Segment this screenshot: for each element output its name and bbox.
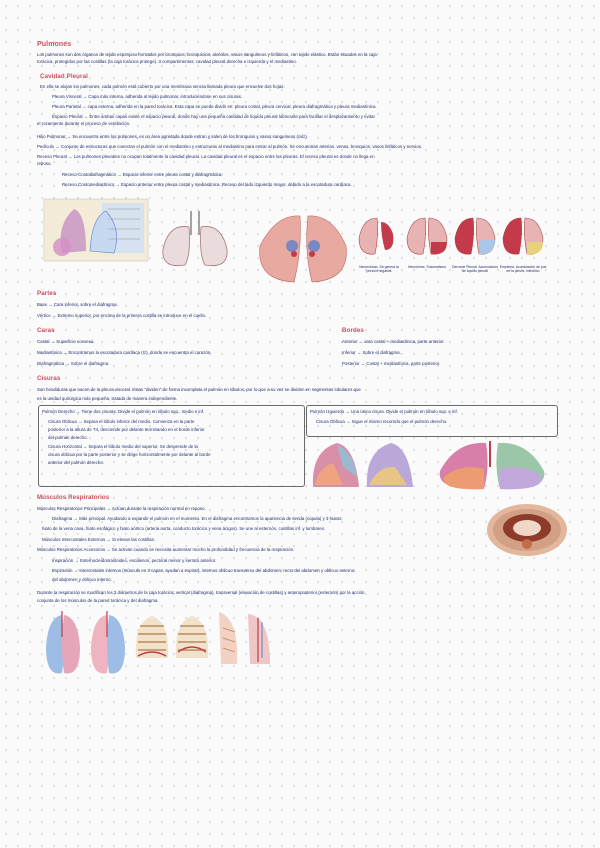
figure-caption: Hemotórax. Traumatismo (407, 265, 447, 269)
text-line: Inspiración → Esternocleidomastoideo, escalenos, pectoral menor y serrato anterior. (52, 558, 217, 563)
figure-caption: Neumotórax. Se genera la presión negativa (359, 265, 399, 273)
intro-line: torácica, protegidos por las costillas (la caja torácica protege). 3 compartimentos: cavidad pleural derecha e izquierda y el mediastino. (37, 59, 297, 64)
text-line: Espacio Pleural → Entre ambas capas existe el espacio pleural, donde hay una pequeña cantidad de líquido pleural lubricante para facilitar el desplazamiento y evitar (52, 114, 375, 119)
text-line: Cisura Horizontal → Separa el lóbulo medio del superior. Se desprende de la (48, 444, 198, 449)
section-heading-bordes: Bordes (342, 327, 364, 334)
text-line: Cisura Oblicua → Separa el lóbulo inferior del medio. Comienza en la parte (48, 419, 195, 424)
text-line: Hilio Pulmonar → Se encuentra entre los pulmones, es un área agrietada donde entran y salen de los bronquios y vasos sanguíneos (raíz). (37, 134, 308, 139)
figure-caption: Empiema. Acumulación de pus en la pleura, infección (499, 265, 547, 273)
text-line: Músculos Respiratorios Principales → Actúan durante la respiración normal en reposo. (37, 506, 206, 511)
section-heading-caras: Caras (37, 327, 55, 334)
page-title: Pulmones (37, 41, 72, 48)
text-line: del abdomen y oblicuo interno. (52, 577, 112, 582)
text-line: Base → Cara inferior, sobre el diafragma. (37, 302, 118, 307)
text-line: es la unidad quirúrgica más pequeña, tratada de manera independiente. (37, 396, 178, 401)
text-line: Diafragma → Más principal. Ayudando a expandir el pulmón en el momento. En el diafragma encontramos la apariencia de tienda (cúpula) y 3 hiatos: (52, 516, 343, 521)
text-line: Mediastínica → Encontramos la escotadura cardíaca (Iz), donde se encuentra el corazón. (37, 350, 212, 355)
intro-line: Los pulmones son dos órganos de tejido esponjoso formados por bronquios, bronquíolos, alvéolos, vasos sanguíneos y linfáticos, con tejido elástico. Están situados en la caja (37, 52, 377, 57)
text-line: Pulmón Derecho → Tiene dos cisuras. Divide el pulmón en lóbulo sup., medio e inf. (42, 409, 205, 414)
section-heading-musculos: Músculos Respiratorios (37, 494, 110, 501)
text-line: En ella se alojan los pulmones, cada pulmón está cubierto por una membrana serosa llamada pleura que envuelve dos hojas: (40, 84, 285, 89)
section-heading-cavidad: Cavidad Pleural (40, 73, 88, 80)
text-line: Pedículo → Conjunto de estructuras que conectan el pulmón con el mediastino y estructuras al mediastino para entrar al pulmón. Se encuentran arterias, venas, bronquios, vasos linfáticos y nervios. (37, 144, 423, 149)
lung-segments-front-image (430, 437, 555, 493)
hilium-lungs-image (252, 210, 354, 288)
text-line: el rozamiento durante el proceso de ventilación. (37, 121, 131, 126)
lung-lobes-lateral-image (303, 437, 423, 493)
diaphragm-image (484, 500, 570, 558)
text-line: hiato de la vena cava, hiato esofágico y hiato aórtico (arteria aorta, conducto torácico y vena ácigos). Se une al esternón, costillas inf. y lumbares. (42, 526, 326, 531)
text-line: reposo. (37, 161, 52, 166)
text-line: Pulmón Izquierdo → Una única cisura. Divide el pulmón en lóbulo sup. e inf. (310, 409, 458, 414)
text-line: Vértice → Extremo superior, por encima de la primera costilla se introduce en el cuello. (37, 313, 207, 318)
text-line: conjunta de los músculos de la pared torácica y del diafragma. (37, 598, 159, 603)
text-line: Pleura Parietal → capa externa, adherida en la pared torácica. Esta capa se puede dividir en: pleura costal, pleura cervical, pleura diafragmática y pleura mediastínica. (52, 104, 377, 109)
text-line: Pleura Visceral → Capa más interna, adherida al tejido pulmonar, introduciéndose en sus cisuras. (52, 94, 243, 99)
text-line: Cisura Oblicua → Sigue el mismo recorrido que el pulmón derecho. (316, 419, 448, 424)
lungs-outline-image (155, 205, 235, 273)
text-line: Posterior → Costal + mediastínica, parte posterior. (342, 361, 441, 366)
text-line: posterior a la altura de T4, desciende por delante terminando en el borde inferior (48, 427, 205, 432)
text-line: Músculos Respiratorios Accesorios → Se activan cuando se necesita aumentar mucho la profundidad y frecuencia de la respiración. (37, 547, 295, 552)
text-line: cisura oblicua por la parte posterior y se dirige horizontalmente por delante al borde (48, 452, 211, 457)
text-line: Inferior → Sobre el diafragma. (342, 350, 401, 355)
text-line: Diafragmática → Sobre el diafragma. (37, 361, 110, 366)
text-line: del pulmón derecho. (48, 435, 88, 440)
thorax-side-image (213, 608, 243, 668)
text-line: Espiración → Intercostales internos (músculo en 3 capas, ayudan a expirar), internos oblicuo transverso del abdomen, recto del abdomen y oblicuo externo. (52, 568, 356, 573)
text-line: Anterior → cara costal + mediastínica, parte anterior. (342, 339, 445, 344)
text-line: anterior del pulmón derecho. (48, 460, 104, 465)
text-line: Receso Costomediastínico → Espacio anterior entre pleura costal y mediastínica. Receso del lado izquierdo mayor, debido a la escotadura cardíaca. (62, 182, 352, 187)
text-line: Receso Pleural → Los pulmones pleurales no ocupan totalmente la cavidad pleural. La cavidad pleural es el espacio entre las pleuras. El receso pleural es donde no llega en (37, 154, 375, 159)
derrame-pleural-image (451, 212, 499, 262)
section-heading-cisuras: Cisuras (37, 375, 61, 382)
rib-cage-image-1 (132, 612, 172, 662)
section-heading-partes: Partes (37, 290, 57, 297)
text-line: Costal → Superficie convexa. (37, 339, 95, 344)
text-line: Músculos Intercostales Externos → Si elevan las costillas. (42, 537, 155, 542)
text-line: Receso Costodiafragmático → Espacio inferior entre pleura costal y diafragmática. (62, 172, 223, 177)
neumotorax-image (355, 212, 403, 262)
pleura-diagram-image (42, 195, 150, 265)
breathing-lung-image-2 (87, 607, 129, 683)
text-line: Son hendiduras que nacen de la pleura visceral. Estas "dividen" de forma incompleta el pulmón en lóbulos, por lo que a su vez se dividen en segmentos lobulares que (37, 387, 361, 392)
rib-cage-image-2 (172, 612, 212, 662)
thorax-muscles-image (244, 608, 274, 668)
empiema-image (499, 212, 547, 262)
breathing-lung-image-1 (42, 607, 84, 683)
figure-caption: Derrame Pleural. Acumulación de líquido pleural (452, 265, 498, 273)
hemotorax-image (403, 212, 451, 262)
text-line: Durante la respiración se modifican los 3 diámetros de la caja torácica: vertical (diafragma), transversal (elevación de costillas) y anteroposterior (esternón) por la acción (37, 590, 365, 595)
